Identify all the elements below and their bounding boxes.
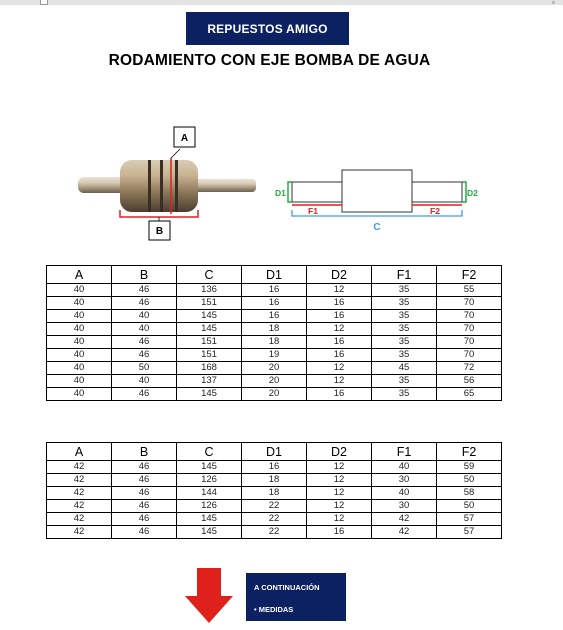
table-cell: 40 <box>47 362 112 375</box>
table-cell: 59 <box>437 461 502 474</box>
table-cell: 50 <box>112 362 177 375</box>
table-cell: 30 <box>372 474 437 487</box>
table-cell: 40 <box>112 323 177 336</box>
table-cell: 12 <box>307 513 372 526</box>
table-cell: 40 <box>47 375 112 388</box>
d1-label: D1 <box>275 188 286 198</box>
table-cell: 42 <box>47 474 112 487</box>
table-cell: 35 <box>372 336 437 349</box>
table-cell: 16 <box>307 526 372 539</box>
table-row <box>47 297 502 310</box>
table-cell: 56 <box>437 375 502 388</box>
column-header: A <box>47 266 112 284</box>
table-cell: 40 <box>47 323 112 336</box>
table-cell: 57 <box>437 526 502 539</box>
table-cell: 145 <box>177 461 242 474</box>
table-cell: 70 <box>437 297 502 310</box>
table-cell: 40 <box>372 461 437 474</box>
table-cell: 35 <box>372 323 437 336</box>
table-cell: 19 <box>242 349 307 362</box>
table-cell: 40 <box>112 375 177 388</box>
f1-label: F1 <box>308 206 318 216</box>
column-header: D2 <box>307 443 372 461</box>
table-cell: 145 <box>177 526 242 539</box>
continue-label: A CONTINUACIÓN <box>254 583 320 592</box>
table-cell: 18 <box>242 323 307 336</box>
table-row <box>47 500 502 513</box>
table-row <box>47 284 502 297</box>
table-cell: 46 <box>112 487 177 500</box>
table-cell: 40 <box>47 349 112 362</box>
table-cell: 40 <box>112 310 177 323</box>
table-cell: 16 <box>242 461 307 474</box>
table-cell: 16 <box>242 297 307 310</box>
column-header: D2 <box>307 266 372 284</box>
table-cell: 12 <box>307 284 372 297</box>
table-cell: 46 <box>112 474 177 487</box>
table-cell: 151 <box>177 297 242 310</box>
table-cell: 126 <box>177 500 242 513</box>
table-row <box>47 461 502 474</box>
column-header: B <box>112 266 177 284</box>
table-cell: 16 <box>307 336 372 349</box>
diagram-shaft-left <box>292 182 342 202</box>
table-cell: 20 <box>242 375 307 388</box>
table-cell: 50 <box>437 500 502 513</box>
table-cell: 40 <box>47 388 112 401</box>
table-cell: 20 <box>242 388 307 401</box>
table-cell: 168 <box>177 362 242 375</box>
table-cell: 22 <box>242 500 307 513</box>
table-cell: 145 <box>177 513 242 526</box>
table-cell: 145 <box>177 388 242 401</box>
table-cell: 35 <box>372 375 437 388</box>
table-cell: 46 <box>112 513 177 526</box>
column-header: C <box>177 443 242 461</box>
c-label: C <box>373 222 381 233</box>
table-cell: 12 <box>307 487 372 500</box>
table-cell: 46 <box>112 336 177 349</box>
table-cell: 40 <box>47 336 112 349</box>
table-cell: 40 <box>372 487 437 500</box>
table-cell: 46 <box>112 349 177 362</box>
table-cell: 12 <box>307 323 372 336</box>
table-cell: 35 <box>372 349 437 362</box>
table-cell: 16 <box>307 297 372 310</box>
column-header: F2 <box>437 443 502 461</box>
column-header: D1 <box>242 443 307 461</box>
d2-bracket <box>462 182 466 202</box>
table-cell: 70 <box>437 349 502 362</box>
f2-label: F2 <box>430 206 440 216</box>
table-cell: 46 <box>112 284 177 297</box>
column-header: A <box>47 443 112 461</box>
window-top-bar <box>0 0 563 5</box>
down-arrow-icon <box>183 568 235 624</box>
table-cell: 65 <box>437 388 502 401</box>
table-cell: 46 <box>112 461 177 474</box>
table-row <box>47 513 502 526</box>
table-cell: 46 <box>112 297 177 310</box>
measurements-table-40 <box>46 265 502 401</box>
table-cell: 50 <box>437 474 502 487</box>
table-cell: 42 <box>47 526 112 539</box>
table-cell: 40 <box>47 284 112 297</box>
table-cell: 45 <box>372 362 437 375</box>
table-cell: 40 <box>47 310 112 323</box>
callout-b-label: B <box>155 226 164 237</box>
table-cell: 20 <box>242 362 307 375</box>
table-cell: 16 <box>307 349 372 362</box>
table-cell: 12 <box>307 461 372 474</box>
measurements-label: • MEDIDAS <box>254 605 294 614</box>
table-row <box>47 336 502 349</box>
bearing-body <box>120 160 198 212</box>
table-cell: 137 <box>177 375 242 388</box>
table-row <box>47 323 502 336</box>
column-header: C <box>177 266 242 284</box>
callout-a-leader <box>171 149 180 158</box>
table-cell: 35 <box>372 388 437 401</box>
table-cell: 70 <box>437 323 502 336</box>
table-cell: 40 <box>47 297 112 310</box>
column-header: F2 <box>437 266 502 284</box>
table-cell: 12 <box>307 500 372 513</box>
table-cell: 46 <box>112 526 177 539</box>
table-cell: 55 <box>437 284 502 297</box>
table-cell: 126 <box>177 474 242 487</box>
table-row <box>47 388 502 401</box>
table-row <box>47 474 502 487</box>
table-cell: 12 <box>307 375 372 388</box>
table-cell: 144 <box>177 487 242 500</box>
table-cell: 12 <box>307 474 372 487</box>
table-cell: 136 <box>177 284 242 297</box>
dot-icon <box>552 1 555 4</box>
groove-3 <box>175 160 178 212</box>
table-cell: 16 <box>242 310 307 323</box>
table-cell: 16 <box>307 310 372 323</box>
table-cell: 30 <box>372 500 437 513</box>
table-cell: 42 <box>47 500 112 513</box>
d1-bracket <box>288 182 292 202</box>
brand-banner: REPUESTOS AMIGO <box>186 12 349 45</box>
table-row <box>47 487 502 500</box>
groove-1 <box>148 160 151 212</box>
table-cell: 18 <box>242 474 307 487</box>
table-row <box>47 310 502 323</box>
table-header-row <box>47 443 502 461</box>
shaft-right <box>190 179 256 192</box>
table-cell: 151 <box>177 336 242 349</box>
table-cell: 58 <box>437 487 502 500</box>
page-title: RODAMIENTO CON EJE BOMBA DE AGUA <box>108 52 431 69</box>
table-cell: 42 <box>372 526 437 539</box>
diagram-shaft-right <box>412 182 462 202</box>
dimension-diagram <box>270 160 490 236</box>
column-header: F1 <box>372 443 437 461</box>
table-header-row <box>47 266 502 284</box>
table-cell: 12 <box>307 362 372 375</box>
table-cell: 145 <box>177 323 242 336</box>
table-cell: 18 <box>242 336 307 349</box>
column-header: F1 <box>372 266 437 284</box>
table-cell: 46 <box>112 500 177 513</box>
measurements-table-42 <box>46 442 502 539</box>
table-cell: 35 <box>372 310 437 323</box>
table-cell: 35 <box>372 284 437 297</box>
table-cell: 42 <box>47 461 112 474</box>
continue-notice <box>246 573 346 621</box>
column-header: D1 <box>242 266 307 284</box>
table-cell: 42 <box>47 487 112 500</box>
table-row <box>47 375 502 388</box>
table-cell: 70 <box>437 310 502 323</box>
column-header: B <box>112 443 177 461</box>
table-row <box>47 349 502 362</box>
table-cell: 42 <box>47 513 112 526</box>
diagram-body <box>342 170 412 212</box>
table-cell: 72 <box>437 362 502 375</box>
bearing-photo <box>70 120 270 245</box>
table-cell: 70 <box>437 336 502 349</box>
table-row <box>47 362 502 375</box>
table-cell: 145 <box>177 310 242 323</box>
table-cell: 42 <box>372 513 437 526</box>
table-row <box>47 526 502 539</box>
table-cell: 46 <box>112 388 177 401</box>
table-cell: 35 <box>372 297 437 310</box>
table-cell: 16 <box>242 284 307 297</box>
groove-2 <box>160 160 163 212</box>
d2-label: D2 <box>467 188 478 198</box>
callout-a-label: A <box>180 133 189 144</box>
checkbox-icon <box>40 0 48 5</box>
table-cell: 57 <box>437 513 502 526</box>
table-cell: 16 <box>307 388 372 401</box>
table-cell: 151 <box>177 349 242 362</box>
table-cell: 22 <box>242 513 307 526</box>
table-cell: 22 <box>242 526 307 539</box>
table-cell: 18 <box>242 487 307 500</box>
